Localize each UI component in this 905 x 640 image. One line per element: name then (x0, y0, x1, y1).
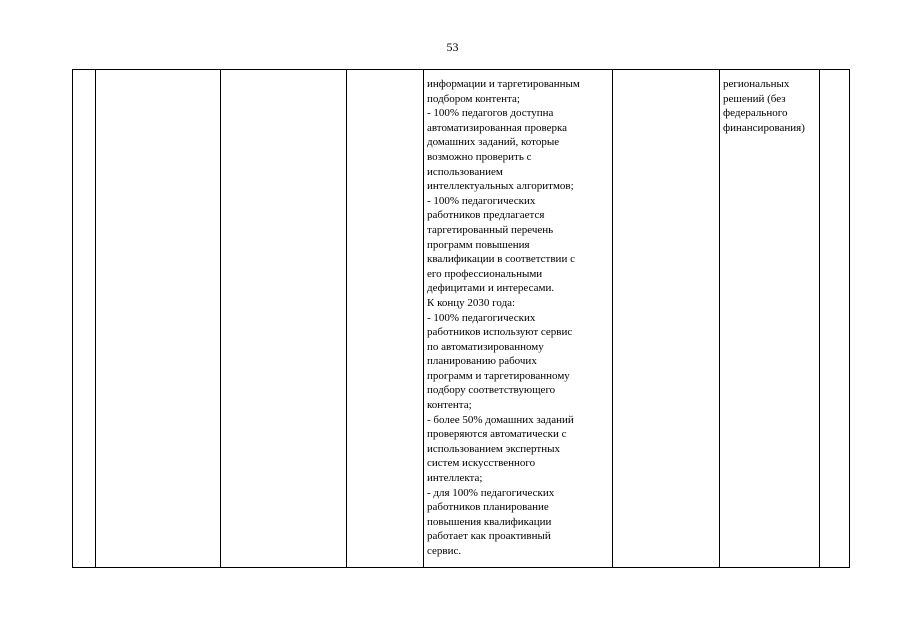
table-cell-col3 (221, 70, 347, 568)
indicators-text: информации и таргетированным подбором контента; - 100% педагогов доступна автоматизированная проверка домашних заданий, которые возможно проверить с использованием интеллектуальных алгоритмов; - 100% педагогических работников предлагается таргетированный перечень программ повышения квалификации в соответствии с его профессиональными дефицитами и интересами. К концу 2030 года: - 100% педагогических работников используют сервис по автоматизированному планированию рабочих программ и таргетированному подбору соответствующего контента; - более 50% домашних заданий проверяются автоматически с использованием экспертных систем искусственного интеллекта; - для 100% педагогических работников планирование повышения квалификации работает как проактивный сервис. (427, 78, 580, 557)
document-table (72, 69, 850, 568)
table-cell-funding (720, 70, 820, 568)
table-row (73, 70, 850, 568)
page-number: 53 (446, 40, 459, 54)
table-cell-col1 (73, 70, 96, 568)
table-cell-indicators (424, 70, 613, 568)
table-cell-col8 (820, 70, 850, 568)
funding-text: региональных решений (без федерального финансирования) (723, 78, 805, 134)
table-cell-col2 (96, 70, 221, 568)
table-cell-col4 (347, 70, 424, 568)
table-cell-col6 (613, 70, 720, 568)
